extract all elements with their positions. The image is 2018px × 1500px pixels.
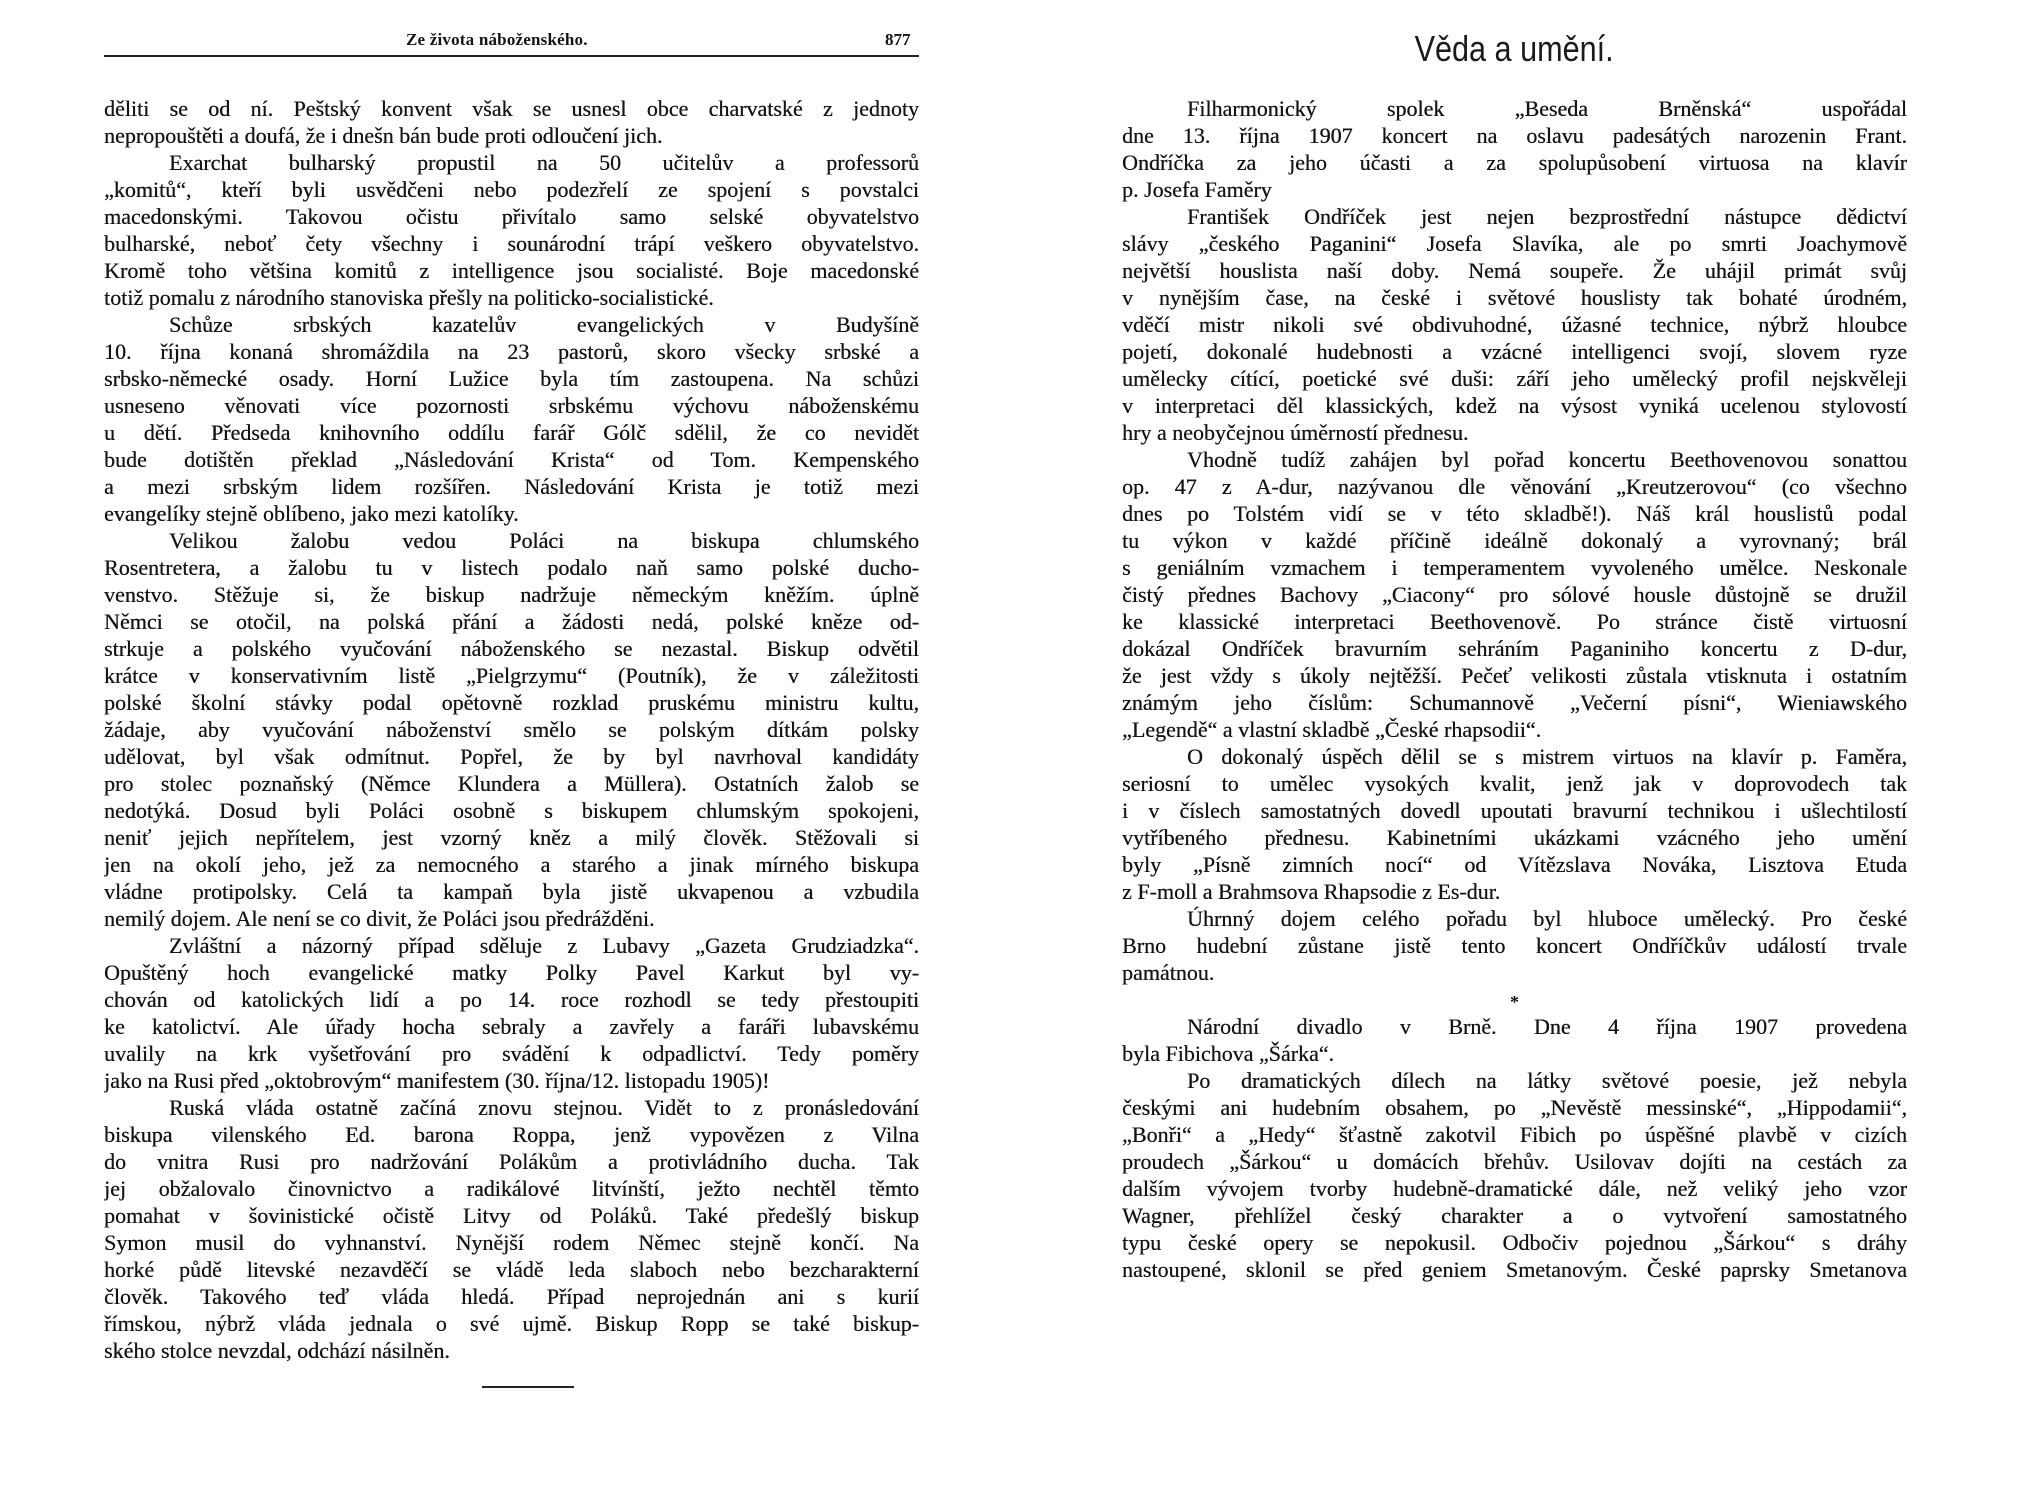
text-line: neniť jejich nepřítelem, jest vzorný kněz a milý člověk. Stěžovali si [104, 825, 919, 850]
text-line: slávy „českého Paganini“ Josefa Slavíka, ale po smrti Joachymově [1122, 231, 1907, 256]
text-line: vděčí mistr nikoli své obdivuhodné, úžasné technice, nýbrž hloubce [1122, 312, 1907, 337]
text-line: bulharské, neboť čety všechny i sounárodní trápí veškero obyvatelstvo. [104, 231, 919, 256]
section-title: Věda a umění. [1414, 28, 1614, 69]
text-line: žádaje, aby vyučování náboženství smělo se polským dítkám polsky [104, 717, 919, 742]
text-line: František Ondříček jest nejen bezprostřední nástupce dědictví [1187, 204, 1907, 229]
text-line: jako na Rusi před „oktobrovým“ manifestem (30. října/12. listopadu 1905)! [104, 1068, 770, 1093]
text-line: Filharmonický spolek „Beseda Brněnská“ uspořádal [1187, 96, 1907, 121]
text-line: s geniálním vzmachem i temperamentem vyvoleného umělce. Neskonale [1122, 555, 1907, 580]
text-line: Velikou žalobu vedou Poláci na biskupa chlumského [169, 528, 919, 553]
text-line: strkuje a polského vyučování náboženského se nezastal. Biskup odvětil [104, 636, 919, 661]
text-line: známým jeho číslům: Schumannově „Večerní písni“, Wieniawského [1122, 690, 1907, 715]
text-line: totiž pomalu z národního stanoviska přešly na politicko-socialistické. [104, 285, 714, 310]
text-line: Vhodně tudíž zahájen byl pořad koncertu Beethovenovou sonattou [1187, 447, 1907, 472]
text-line: op. 47 z A-dur, nazývanou dle věnování „Kreutzerovou“ (co všechno [1122, 474, 1907, 499]
text-line: „Bonři“ a „Hedy“ šťastně zakotvil Fibich po úspěšné plavbě v cizích [1122, 1122, 1907, 1147]
paragraph [104, 311, 919, 527]
text-line: Brno hudební zůstane jistě tento koncert Ondříčkův událostí trvale [1122, 933, 1907, 958]
text-line: seriosní to umělec vysokých kvalit, jenž jak v doprovodech tak [1122, 771, 1907, 796]
page-number: 877 [885, 30, 911, 49]
paragraph [1122, 1067, 1907, 1283]
article-end-rule [482, 1386, 574, 1388]
text-line: Němci se otočil, na polská přání a žádosti nedá, polské kněze od- [104, 609, 919, 634]
text-line: vytříbeného přednesu. Kabinetními ukázkami vzácného jeho umění [1122, 825, 1907, 850]
text-line: dne 13. října 1907 koncert na oslavu padesátých narozenin Frant. [1122, 123, 1907, 148]
text-line: horké půdě litevské nezavděčí se vládě leda slaboch nebo bezcharakterní [104, 1257, 919, 1282]
text-line: dokázal Ondříček bravurním sehráním Paganiniho koncertu z D-dur, [1122, 636, 1907, 661]
text-line: římskou, nýbrž vláda jednala o své ujmě. Biskup Ropp se také biskup- [104, 1311, 919, 1336]
paragraph [1122, 95, 1907, 203]
text-line: 10. října konaná shromáždila na 23 pastorů, skoro všecky srbské a [104, 339, 919, 364]
text-line: dnes po Tolstém vidí se v této skladbě!). Náš král houslistů podal [1122, 501, 1907, 526]
text-line: dalším vývojem tvorby hudebně-dramatické dále, než veliký jeho vzor [1122, 1176, 1907, 1201]
running-head: Ze života náboženského. [406, 30, 588, 49]
text-line: člověk. Takového teď vláda hledá. Případ neprojednán ani s kurií [104, 1284, 919, 1309]
paragraph [1122, 905, 1907, 986]
text-line: Ondříčka za jeho účasti a za spolupůsobení virtuosa na klavír [1122, 150, 1907, 175]
text-line: Po dramatických dílech na látky světové poesie, jež nebyla [1187, 1068, 1907, 1093]
text-line: Úhrnný dojem celého pořadu byl hluboce umělecký. Pro české [1187, 906, 1907, 931]
paragraph [104, 527, 919, 932]
paragraph [1122, 446, 1907, 743]
text-line: jen na okolí jeho, jež za nemocného a starého a jinak mírného biskupa [104, 852, 919, 877]
paragraph [104, 95, 919, 149]
text-line: venstvo. Stěžuje si, že biskup nadržuje německým kněžím. úplně [104, 582, 919, 607]
text-line: Wagner, přehlížel český charakter a o vytvoření samostatného [1122, 1203, 1907, 1228]
text-line: krátce v konservativním listě „Pielgrzymu“ (Poutník), že v záležitosti [104, 663, 919, 688]
text-line: Exarchat bulharský propustil na 50 učitelův a professorů [169, 150, 919, 175]
text-line: Rosentretera, a žalobu tu v listech podalo naň samo polské ducho- [104, 555, 919, 580]
right-column-text [1122, 95, 1907, 1283]
text-line: typu české opery se nepokusil. Odbočiv pojednou „Šárkou“ s dráhy [1122, 1230, 1907, 1255]
text-line: Národní divadlo v Brně. Dne 4 října 1907 provedena [1187, 1014, 1907, 1039]
text-line: děliti se od ní. Peštský konvent však se usnesl obce charvatské z jednoty [104, 96, 919, 121]
text-line: hry a neobyčejnou úměrností přednesu. [1122, 420, 1469, 445]
text-line: největší houslista naší doby. Nemá soupeře. Že uhájil primát svůj [1122, 258, 1907, 283]
text-line: Opuštěný hoch evangelické matky Polky Pavel Karkut byl vy- [104, 960, 919, 985]
text-line: udělovat, byl však odmítnut. Popřel, že by byl navrhoval kandidáty [104, 744, 919, 769]
text-line: ke klassické interpretaci Beethovenově. Po stránce čistě virtuosní [1122, 609, 1907, 634]
text-line: jej obžalovalo činovnictvo a radikálové litvínští, ježto nechtěl těmto [104, 1176, 919, 1201]
section-separator: * [1510, 992, 1519, 1012]
text-line: do vnitra Rusi pro nadržování Polákům a protivládního ducha. Tak [104, 1149, 919, 1174]
paragraph [104, 149, 919, 311]
text-line: usneseno věnovati více pozornosti srbskému výchovu náboženskému [104, 393, 919, 418]
text-line: macedonskými. Takovou očistu přivítalo samo selské obyvatelstvo [104, 204, 919, 229]
text-line: „Legendě“ a vlastní skladbě „České rhapsodii“. [1122, 717, 1542, 742]
text-line: v interpretaci děl klassických, kdež na výsost vyniká ucelenou stylovostí [1122, 393, 1907, 418]
text-line: Symon musil do vyhnanství. Nynější rodem Němec stejně končí. Na [104, 1230, 919, 1255]
text-line: srbsko-německé osady. Horní Lužice byla tím zastoupena. Na schůzi [104, 366, 919, 391]
text-line: i v číslech samostatných dovedl upoutati bravurní technikou i ušlechtilostí [1122, 798, 1907, 823]
paragraph [104, 1094, 919, 1364]
text-line: Kromě toho většina komitů z intelligence jsou socialisté. Boje macedonské [104, 258, 919, 283]
text-line: pomahat v šovinistické očistě Litvy od Poláků. Také předešlý biskup [104, 1203, 919, 1228]
text-line: Schůze srbských kazatelův evangelických v Budyšíně [169, 312, 919, 337]
text-line: ke katolictví. Ale úřady hocha sebraly a zavřely a faráři lubavskému [104, 1014, 919, 1039]
paragraph [1122, 743, 1907, 905]
text-line: „komitů“, kteří byli usvědčeni nebo podezřelí ze spojení s povstalci [104, 177, 919, 202]
text-line: a mezi srbským lidem rozšířen. Následování Krista je totiž mezi [104, 474, 919, 499]
text-line: p. Josefa Faměry [1122, 177, 1272, 202]
text-line: u dětí. Předseda knihovního oddílu farář Gólč sdělil, že co nevidět [104, 420, 919, 445]
text-line: byly „Písně zimních nocí“ od Vítězslava Nováka, Lisztova Etuda [1122, 852, 1907, 877]
text-line: Ruská vláda ostatně začíná znovu stejnou. Vidět to z pronásledování [169, 1095, 919, 1120]
text-line: nepropouštěti a doufá, že i dnešn bán bude proti odloučení jich. [104, 123, 663, 148]
text-line: pro stolec poznaňský (Němce Klundera a Müllera). Ostatních žalob se [104, 771, 919, 796]
text-line: čistý přednes Bachovy „Ciacony“ pro sólové housle důstojně se družil [1122, 582, 1907, 607]
paragraph [104, 932, 919, 1094]
text-line: nastoupené, sklonil se před geniem Smetanovým. České paprsky Smetanova [1122, 1257, 1907, 1282]
text-line: památnou. [1122, 960, 1215, 985]
text-line: vládne protipolsky. Celá ta kampaň byla jistě ukvapenou a vzbudila [104, 879, 919, 904]
text-line: umělecky cítící, poetické své duši: září jeho umělecký profil nejskvěleji [1122, 366, 1907, 391]
text-line: polské školní stávky podal opětovně rozklad pruskému ministru kultu, [104, 690, 919, 715]
text-line: biskupa vilenského Ed. barona Roppa, jenž vypovězen z Vilna [104, 1122, 919, 1147]
text-line: O dokonalý úspěch dělil se s mistrem virtuos na klavír p. Faměra, [1187, 744, 1907, 769]
header-rule [104, 55, 919, 57]
text-line: byla Fibichova „Šárka“. [1122, 1041, 1334, 1066]
text-line: nemilý dojem. Ale není se co divit, že Poláci jsou předrážděni. [104, 906, 655, 931]
text-line: uvalily na krk vyšetřování pro svádění k odpadlictví. Tedy poměry [104, 1041, 919, 1066]
text-line: pojetí, dokonalé hudebnosti a vzácné intelligenci svojí, slovem ryze [1122, 339, 1907, 364]
text-line: bude dotištěn překlad „Následování Krista“ od Tom. Kempenského [104, 447, 919, 472]
text-line: chován od katolických lidí a po 14. roce rozhodl se tedy přestoupiti [104, 987, 919, 1012]
text-line: proudech „Šárkou“ u domácích břehův. Usilovav dojíti na cestách za [1122, 1149, 1907, 1174]
paragraph [1122, 1013, 1907, 1067]
text-line: Zvláštní a názorný případ sděluje z Lubavy „Gazeta Grudziadzka“. [169, 933, 919, 958]
text-line: evangelíky stejně oblíbeno, jako mezi katolíky. [104, 501, 519, 526]
text-line: nedotýká. Dosud byli Poláci osobně s biskupem chlumským spokojeni, [104, 798, 919, 823]
text-line: ského stolce nevzdal, odchází násilněn. [104, 1338, 450, 1363]
left-column-text [104, 95, 919, 1364]
text-line: českými ani hudebním obsahem, po „Nevěstě messinské“, „Hippodamii“, [1122, 1095, 1907, 1120]
paragraph [1122, 203, 1907, 446]
text-line: že jest vždy s úkoly nejtěžší. Pečeť velikosti zůstala vtisknuta i ostatním [1122, 663, 1907, 688]
text-line: v nynějším čase, na české i světové houslisty tak bohaté úrodném, [1122, 285, 1907, 310]
text-line: z F-moll a Brahmsova Rhapsodie z Es-dur. [1122, 879, 1501, 904]
text-line: tu výkon v každé příčině ideálně dokonalý a vyrovnaný; brál [1122, 528, 1907, 553]
